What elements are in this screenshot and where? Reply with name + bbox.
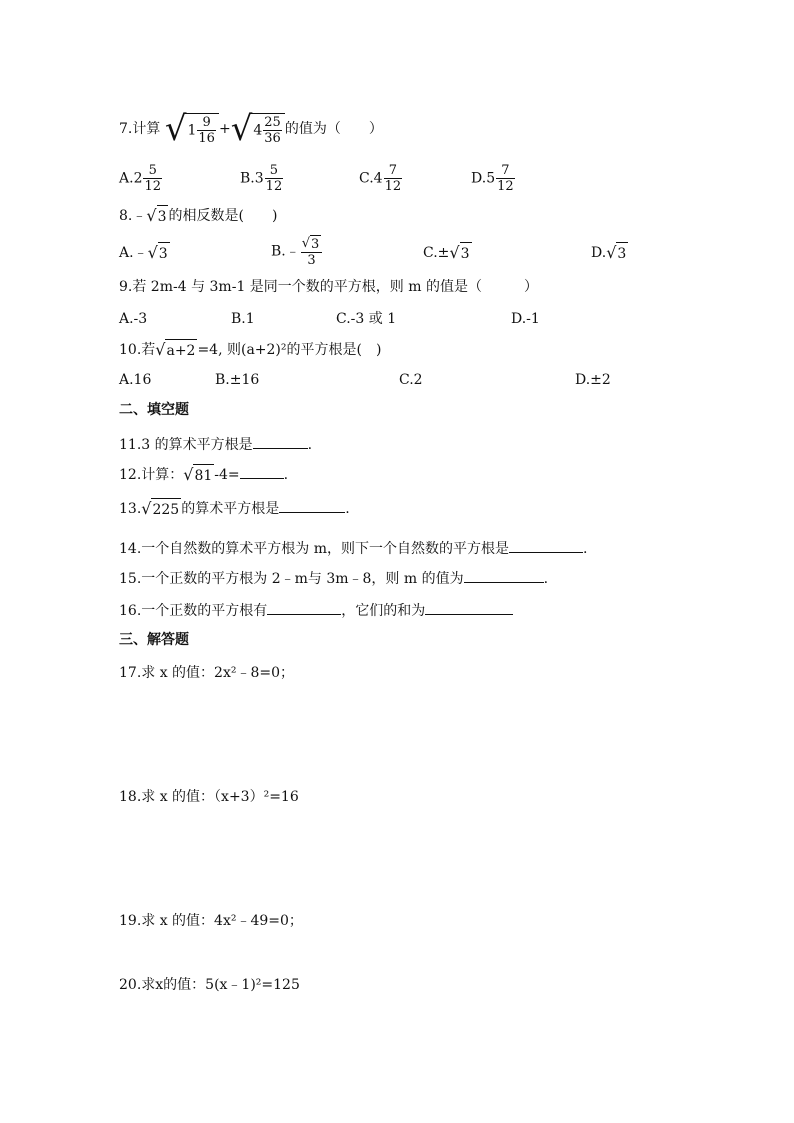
q9-option-c: C.-3 或 1: [336, 311, 397, 327]
option-label: D.: [591, 245, 607, 261]
q12-radicand: 81: [193, 464, 214, 486]
q13-blank[interactable]: [279, 498, 345, 513]
q12-end: .: [283, 467, 289, 483]
section-fill-in: 二、填空题: [119, 402, 189, 418]
option-whole: 5: [486, 170, 496, 187]
option-label: B.: [271, 243, 286, 260]
option-num: 7: [384, 163, 403, 179]
q9-option-b: B.1: [231, 311, 255, 327]
q7-number: 7.: [119, 121, 133, 137]
q8-radicand: 3: [157, 205, 169, 227]
question-14: [119, 538, 587, 559]
option-label: A.: [119, 170, 134, 187]
option-sign: ±: [437, 245, 450, 261]
q16-middle: ，它们的和为: [341, 603, 426, 619]
q7-suffix: 的值为（ ）: [284, 121, 383, 137]
option-label: C.: [359, 170, 374, 187]
question-13: [119, 498, 350, 520]
question-7: [119, 109, 383, 149]
option-den: 12: [265, 179, 283, 194]
q9-option-d: D.-1: [511, 311, 540, 327]
option-whole: 3: [254, 170, 264, 187]
q10-sqrt: √a+2: [155, 340, 196, 359]
q12-blank[interactable]: [240, 464, 284, 479]
q16-blank-2[interactable]: [425, 600, 513, 615]
q11-text: 11.3 的算术平方根是: [119, 437, 253, 453]
question-17: 17.求 x 的值：2x²﹣8=0；: [119, 665, 295, 681]
option-sign: ﹣: [285, 243, 300, 260]
question-8: [119, 205, 277, 227]
q16-prefix: 16.一个正数的平方根有: [119, 603, 268, 619]
question-10: [119, 339, 381, 361]
option-radicand: 3: [311, 237, 320, 252]
q7-den-2: 36: [264, 130, 281, 146]
q12-prefix: 12.计算：: [119, 467, 184, 483]
option-sign: ﹣: [133, 245, 148, 261]
q8-option-b: B.﹣ $\frac{√3}{3}$: [271, 235, 323, 268]
q10-prefix: 10.若: [119, 342, 156, 358]
q12-sqrt: √81: [183, 465, 213, 484]
q10-option-b: B.±16: [215, 372, 260, 388]
question-18: 18.求 x 的值：（x+3）²=16: [119, 789, 299, 805]
q8-option-c: C.±√3: [423, 243, 470, 262]
q7-num-1: 9: [197, 115, 216, 131]
option-label: C.: [423, 245, 438, 261]
q8-option-d: D.√3: [591, 243, 627, 262]
q15-end: .: [543, 571, 549, 587]
option-den: 12: [497, 179, 514, 194]
q13-sqrt: √225: [141, 499, 180, 518]
q8-sqrt: √3: [146, 206, 167, 225]
q8-suffix: 的相反数是( ): [168, 208, 278, 224]
q13-suffix: 的算术平方根是: [181, 501, 280, 517]
q7-den-1: 16: [198, 130, 215, 146]
q12-suffix: -4=: [214, 467, 240, 483]
q11-blank[interactable]: [253, 434, 308, 449]
q15-blank[interactable]: [464, 568, 544, 583]
q15-text: 15.一个正数的平方根为 2﹣m与 3m﹣8，则 m 的值为: [119, 571, 464, 587]
q7-option-b: [240, 163, 284, 194]
question-9: 9.若 2m-4 与 3m-1 是同一个数的平方根，则 m 的值是（ ）: [119, 279, 538, 295]
option-whole: 2: [133, 170, 143, 187]
q7-option-d: [471, 163, 516, 194]
option-label: B.: [240, 170, 255, 187]
option-den: 12: [384, 179, 402, 194]
q14-text: 14.一个自然数的算术平方根为 m，则下一个自然数的平方根是: [119, 541, 509, 557]
q7-prefix: 计算: [132, 121, 161, 137]
question-15: [119, 568, 548, 589]
q7-whole-1: 1: [187, 122, 197, 138]
q7-option-a: [119, 163, 163, 194]
q8-option-a: A.﹣√3: [119, 243, 168, 262]
q10-suffix: =4, 则(a+2)²的平方根是( ): [197, 342, 382, 358]
q13-end: .: [345, 501, 350, 517]
section-solve: 三、解答题: [119, 632, 189, 648]
q8-neg: ﹣: [132, 208, 147, 224]
q13-radicand: 225: [151, 498, 181, 520]
q10-option-a: A.16: [119, 372, 152, 388]
q11-end: .: [307, 437, 313, 453]
q14-end: .: [583, 541, 588, 557]
option-label: A.: [119, 245, 134, 261]
q10-option-c: C.2: [399, 372, 423, 388]
q13-prefix: 13.: [119, 501, 142, 517]
question-12: [119, 464, 288, 486]
question-11: [119, 434, 312, 455]
q7-sqrt-2: √4 $\frac{25}{36}$: [231, 112, 285, 146]
q14-blank[interactable]: [509, 538, 583, 553]
option-radicand: 3: [460, 242, 472, 264]
q10-option-d: D.±2: [575, 372, 611, 388]
question-19: 19.求 x 的值：4x²﹣49=0；: [119, 913, 303, 929]
option-num: 7: [496, 163, 515, 179]
q10-radicand: a+2: [165, 339, 197, 361]
question-16: [119, 600, 513, 621]
option-num: 5: [143, 163, 162, 179]
q7-num-2: 25: [264, 114, 281, 130]
q16-blank-1[interactable]: [267, 600, 341, 615]
option-radicand: 3: [616, 242, 628, 264]
option-whole: 4: [373, 170, 383, 187]
q7-plus: +: [218, 121, 231, 137]
q7-option-c: [359, 163, 403, 194]
q7-whole-2: 4: [253, 122, 263, 138]
q9-option-a: A.-3: [119, 311, 148, 327]
option-den: 3: [307, 253, 316, 268]
option-den: 12: [144, 179, 162, 194]
option-label: D.: [471, 170, 487, 187]
option-radicand: 3: [158, 242, 170, 264]
option-num: 5: [265, 163, 284, 179]
question-20: 20.求x的值：5(x﹣1)²=125: [119, 977, 300, 993]
q7-sqrt-1: √1 $\frac{9}{16}$: [165, 112, 219, 146]
q8-number: 8.: [119, 208, 133, 224]
